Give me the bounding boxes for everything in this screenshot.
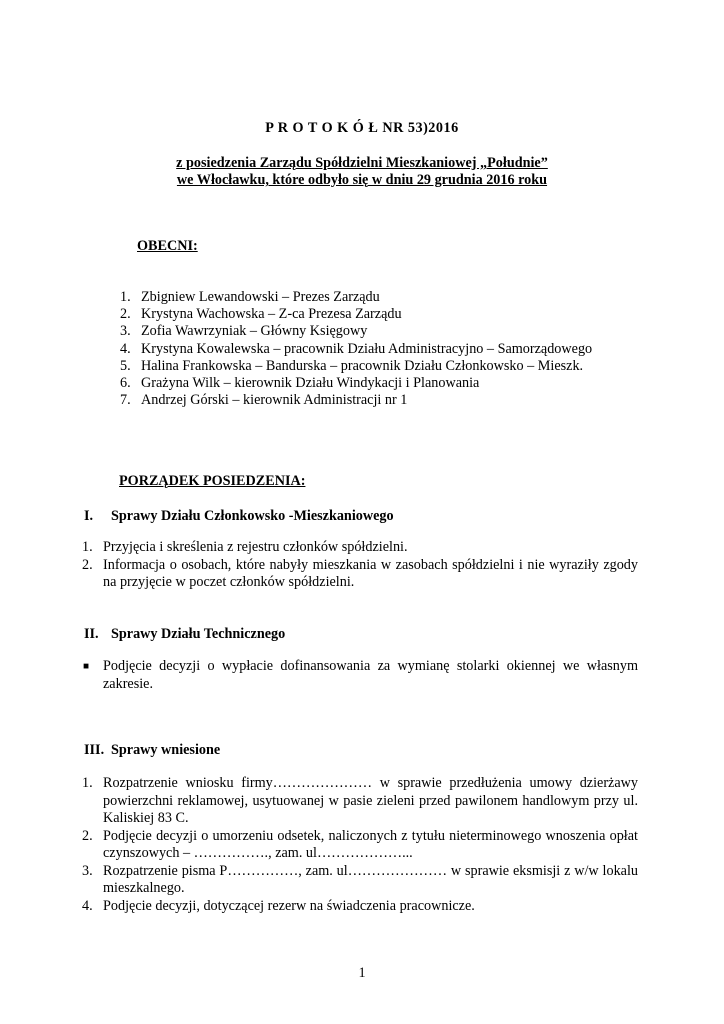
list-item: 4. Krystyna Kowalewska – pracownik Działu Administracyjno – Samorządowego: [120, 340, 593, 357]
section-2-heading: [84, 626, 285, 643]
list-item: 3. Zofia Wawrzyniak – Główny Księgowy: [120, 323, 368, 340]
section-1-heading: [84, 508, 394, 525]
present-list: [120, 289, 661, 409]
subtitle-line-2: we Włocławku, które odbyło się w dniu 29 grudnia 2016 roku: [176, 172, 548, 188]
list-item: 1. Rozpatrzenie wniosku firmy………………… w sprawie przedłużenia umowy dzierżawy powierzchni reklamowej, usytuowanej w pasie zieleni przed pawilonem handlowym przy ul. Kaliskiej 83 C.: [82, 775, 638, 826]
list-item: 1. Zbigniew Lewandowski – Prezes Zarządu: [120, 289, 380, 305]
agenda-heading: PORZĄDEK POSIEDZENIA:: [119, 473, 306, 489]
list-item: 2. Informacja o osobach, które nabyły mieszkania w zasobach spółdzielni i nie wyraziły zgody na przyjęcie w poczet członków spółdzielni.: [82, 556, 638, 590]
section-3-number: III.: [84, 742, 105, 758]
subtitle-line-1: z posiedzenia Zarządu Spółdzielni Mieszkaniowej „Południe”: [176, 155, 548, 171]
section-1-list: [82, 539, 638, 592]
list-item: 2. Podjęcie decyzji o umorzeniu odsetek, naliczonych z tytułu nieterminowego wnoszenia opłat czynszowych – ……………., zam. ul………………...: [82, 827, 638, 861]
document-title: P R O T O K Ó Ł NR 53)2016: [265, 120, 459, 136]
present-heading: OBECNI:: [137, 238, 198, 254]
page-number: 1: [358, 965, 366, 981]
section-3-title: Sprawy wniesione: [111, 742, 221, 758]
section-1-title: Sprawy Działu Członkowsko -Mieszkaniowego: [111, 508, 394, 524]
section-2-bullet-item: ■ Podjęcie decyzji o wypłacie dofinansowania za wymianę stolarki okiennej we własnym zakresie.: [83, 658, 638, 692]
document-subtitle: [0, 155, 724, 189]
list-item: 3. Rozpatrzenie pisma P……………, zam. ul………………… w sprawie eksmisji z w/w lokalu mieszkalnego.: [82, 862, 638, 896]
list-item: 4. Podjęcie decyzji, dotyczącej rezerw na świadczenia pracownicze.: [82, 897, 475, 914]
section-1-number: I.: [84, 508, 94, 524]
list-item: 1. Przyjęcia i skreślenia z rejestru członków spółdzielni.: [82, 539, 408, 555]
list-item: 7. Andrzej Górski – kierownik Administracji nr 1: [120, 392, 408, 409]
section-2-title: Sprawy Działu Technicznego: [111, 626, 286, 642]
square-bullet-icon: ■: [83, 661, 90, 672]
section-3-heading: [84, 742, 220, 759]
section-2-number: II.: [84, 626, 99, 642]
list-item: 5. Halina Frankowska – Bandurska – pracownik Działu Członkowsko – Mieszk.: [120, 357, 584, 374]
section-3-list: [82, 775, 638, 915]
list-item: 2. Krystyna Wachowska – Z-ca Prezesa Zarządu: [120, 306, 402, 323]
list-item: 6. Grażyna Wilk – kierownik Działu Windykacji i Planowania: [120, 375, 480, 392]
